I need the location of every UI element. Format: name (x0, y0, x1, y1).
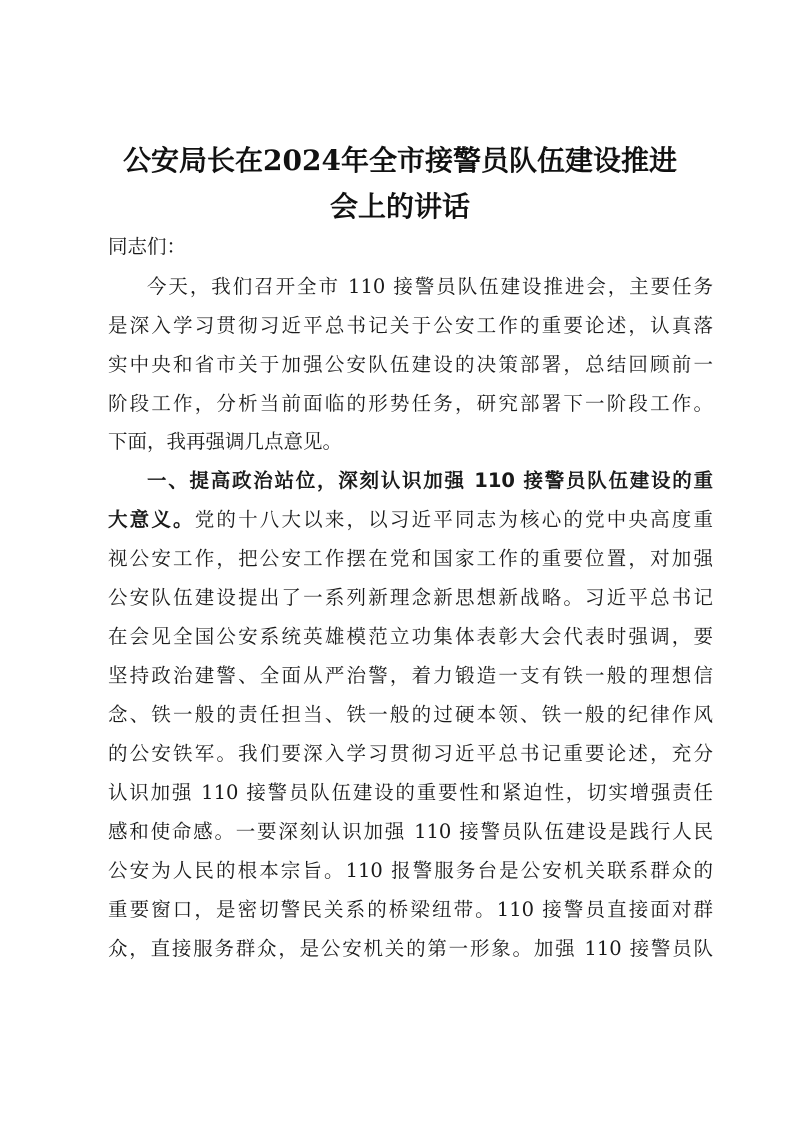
salutation: 同志们： (108, 235, 187, 258)
paragraph-line: 是深入学习贯彻习近平总书记关于公安工作的重要论述，认真落 (108, 314, 713, 337)
section-line: 公安队伍建设提出了一系列新理念新思想新战略。习近平总书记 (108, 586, 713, 609)
section-text: 党的十八大以来，以习近平同志为核心的党中央高度重 (194, 508, 713, 531)
section-line: 感和使命感。一要深刻认识加强 110 接警员队伍建设是践行人民 (108, 820, 713, 843)
paragraph-line: 今天，我们召开全市 110 接警员队伍建设推进会，主要任务 (147, 275, 713, 298)
section-line: 的公安铁军。我们要深入学习贯彻习近平总书记重要论述，充分 (108, 742, 713, 765)
section-heading-bold: 一、提高政治站位，深刻认识加强 110 接警员队伍建设的重 (147, 469, 713, 492)
paragraph-line: 下面，我再强调几点意见。 (108, 430, 343, 453)
paragraph-line: 实中央和省市关于加强公安队伍建设的决策部署，总结回顾前一 (108, 353, 713, 376)
section-line: 在会见全国公安系统英雄模范立功集体表彰大会代表时强调，要 (108, 625, 713, 648)
section-line: 念、铁一般的责任担当、铁一般的过硬本领、铁一般的纪律作风 (108, 703, 713, 726)
section-line: 认识加强 110 接警员队伍建设的重要性和紧迫性，切实增强责任 (108, 781, 713, 804)
paragraph-line: 阶段工作，分析当前面临的形势任务，研究部署下一阶段工作。 (108, 392, 713, 415)
section-heading-line (147, 466, 713, 496)
section-heading-bold-end: 大意义。 (108, 508, 195, 531)
section-line: 视公安工作，把公安工作摆在党和国家工作的重要位置，对加强 (108, 547, 713, 570)
document-title-line-2: 会上的讲话 (329, 190, 470, 223)
document-title-line-1: 公安局长在2024年全市接警员队伍建设推进 (123, 144, 677, 177)
section-line: 公安为人民的根本宗旨。110 报警服务台是公安机关联系群众的 (108, 859, 713, 882)
section-line: 重要窗口，是密切警民关系的桥梁纽带。110 接警员直接面对群 (108, 898, 713, 921)
section-line (108, 505, 713, 535)
section-line: 坚持政治建警、全面从严治警，着力锻造一支有铁一般的理想信 (108, 664, 713, 687)
section-line: 众，直接服务群众，是公安机关的第一形象。加强 110 接警员队 (108, 937, 713, 960)
